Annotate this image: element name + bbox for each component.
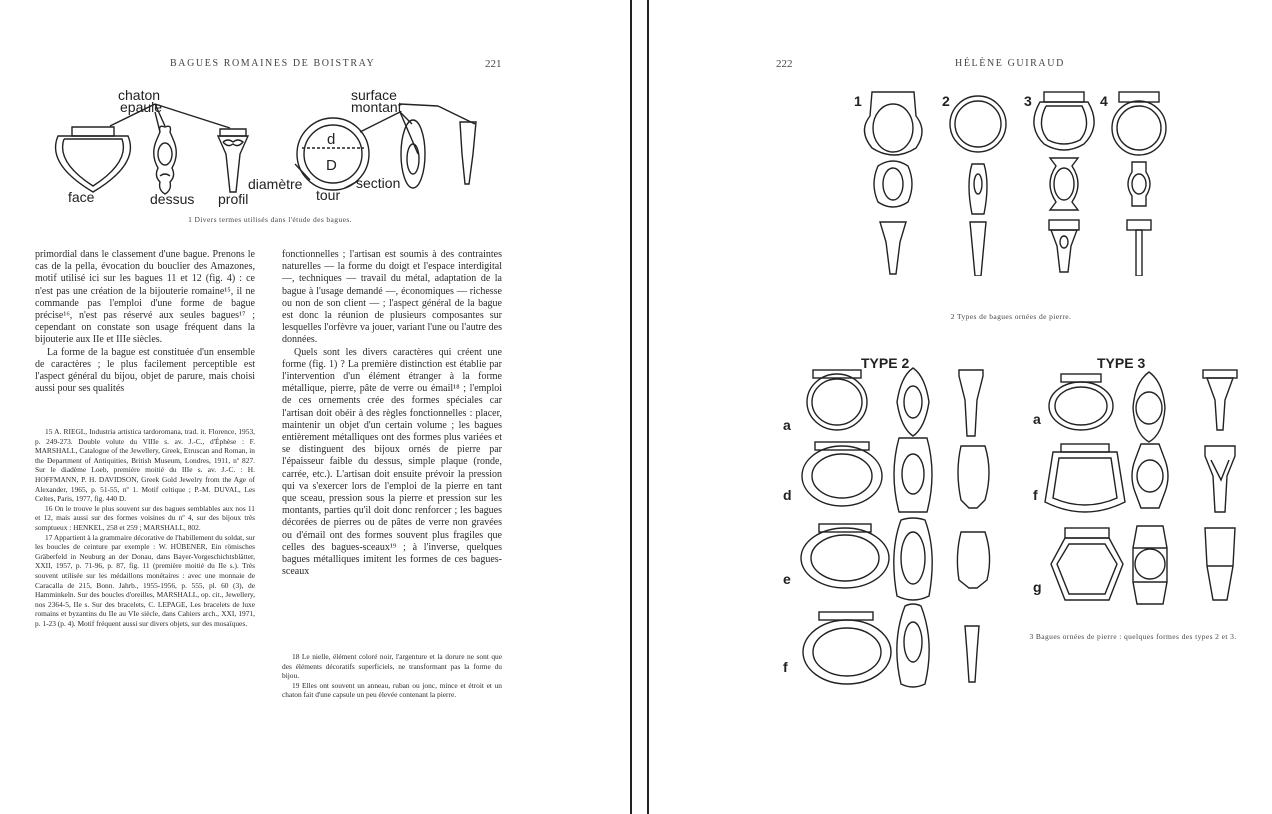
label-dessus: dessus	[150, 191, 195, 207]
page-divider-left	[630, 0, 632, 814]
footnote-15: 15 A. RIEGL, Industria artistica tardoromana, trad. it. Florence, 1953, p. 249-273. Double volute du VIIIe s. av. J.-C., d'Éphèse : F. MARSHALL, Catalogue of the Jewellery, Greek, Etruscan and Roman, in the Department of Antiquities, British Museum, Londres, 1911, nº 827. Sur le diadème Loeb, première moitié du IIIe s. av. J.-C. : H. HOFFMANN, P. H. DAVIDSON, Greek Gold Jewelry from the Age of Alexander, 1965, p. 51-55, nº 1. Motif celtique ; P.-M. DUVAL, Les Celtes, Paris, 1977, fig. 440 D.	[35, 427, 255, 504]
running-head: BAGUES ROMAINES DE BOISTRAY	[170, 58, 376, 69]
label-d: d	[327, 131, 336, 148]
figure-2-caption: 2 Types de bagues ornées de pierre.	[950, 312, 1072, 321]
running-head: HÉLÈNE GUIRAUD	[955, 58, 1065, 69]
footnote-19: 19 Elles ont souvent un anneau, ruban ou jonc, mince et étroit et un chaton fait d'une capsule un peu élevée contenant la pierre.	[282, 680, 502, 700]
row-label: g	[1033, 579, 1042, 595]
figure-1-caption: 1 Divers termes utilisés dans l'étude des bagues.	[188, 215, 352, 224]
type-2-title: TYPE 2	[861, 355, 910, 371]
footnote-17: 17 Appartient à la grammaire décorative de l'habillement du soldat, sur les boucles de ceinture par exemple : W. HÜBENER, Ein römisches Gräberfeld in Neuburg an der Donau, dans Bayer-Vorgeschichtsblätter, XXII, 1957, p. 71-96, p. 87, fig. 11 (première moitié du IIe s.). Très souvent utilisée sur les médaillons monétaires : avec une monnaie de Caracalla de 215, Bonn. Jahrb., 1955-1956, p. 555, pl. 60 (3), de Hamminkeln. Sur des boucles d'oreilles, MARSHALL, op. cit., Jewellery, nos 2364-5, IIe s. Sur des bracelets, C. LEPAGE, Les bracelets de luxe romains et byzantins du IIe au VIe siècle, dans Cahiers arch., XXI, 1971, p. 1-23 (p. 4). Motif fréquent aussi sur divers objets, sur des mosaïques.	[35, 532, 255, 628]
ring-type-number: 1	[854, 93, 862, 109]
label-profil: profil	[218, 191, 249, 207]
row-label: f	[1033, 487, 1038, 503]
row-label: a	[783, 417, 791, 433]
ring-type-number: 3	[1024, 93, 1032, 109]
ring-type-number: 2	[942, 93, 950, 109]
figure-3-ring-forms	[779, 352, 1259, 692]
left-column-2-footnotes	[282, 652, 502, 700]
paragraph: primordial dans le classement d'une bague. Prenons le cas de la pella, évocation du bouclier des Amazones, motif utilisé ici sur les bagues 11 et 12 (fig. 4) : ce n'est pas une création de la bijouterie romaine¹⁵, il ne commande pas l'emploi d'une forme de bague précise¹⁶, n'est pas réservé aux seules bagues¹⁷ ; cependant on constate son usage fréquent dans la bijouterie aux IIe et IIIe siècles.	[35, 249, 255, 346]
left-page	[0, 0, 630, 814]
label-D-diameter: D	[326, 157, 337, 174]
figure-1-ring-terms	[40, 84, 510, 209]
left-column-1-text	[35, 249, 255, 395]
row-label: a	[1033, 411, 1041, 427]
figure-3-caption: 3 Bagues ornées de pierre : quelques formes des types 2 et 3.	[1029, 632, 1237, 641]
label-epaule: epaule	[120, 99, 163, 115]
paragraph: La forme de la bague est constituée d'un ensemble de caractères ; le plus facilement perceptible est l'aspect général du bijou, objet de parure, mais choisi aussi pour ses qualités	[35, 346, 255, 395]
label-chaton: chaton	[118, 87, 161, 103]
row-label: f	[783, 659, 788, 675]
figure-2-ring-types	[844, 86, 1184, 276]
label-surface: surface	[351, 87, 397, 103]
ring-type-number: 4	[1100, 93, 1108, 109]
paragraph: fonctionnelles ; l'artisan est soumis à des contraintes naturelles — la forme du doigt et l'espace interdigital —, techniques — travail du métal, adaptation de la bague à l'usage demandé —, économiques — richesse ou non de son client — ; l'aspect général de la bague est donc la réunion de plusieurs composantes sur lesquelles l'orfèvre va jouer, variant l'une ou l'autre des données.	[282, 249, 502, 346]
left-column-1-footnotes	[35, 427, 255, 628]
row-label: e	[783, 571, 791, 587]
label-montant: montant	[351, 99, 402, 115]
left-column-2-text	[282, 249, 502, 578]
page-number: 222	[776, 58, 793, 70]
label-face: face	[68, 189, 95, 205]
label-section: section	[356, 175, 401, 191]
label-diametre: diamètre	[248, 176, 303, 192]
row-label: d	[783, 487, 792, 503]
page-number: 221	[485, 58, 502, 70]
footnote-18: 18 Le nielle, élément coloré noir, l'argenture et la dorure ne sont que des éléments décoratifs superficiels, ne transformant pas la forme du bijou.	[282, 652, 502, 681]
footnote-16: 16 On le trouve le plus souvent sur des bagues semblables aux nos 11 et 12, mais aussi sur des formes voisines du nº 4, sur des bijoux très somptueux : HENKEL, 258 et 259 ; MARSHALL, 802.	[35, 503, 255, 532]
paragraph: Quels sont les divers caractères qui créent une forme (fig. 1) ? La première distinction est établie par l'intervention d'un élément étranger à la forme métallique, pierre, pâte de verre ou émail¹⁸ ; l'emploi de ces ornements crée des formes spéciales car l'artisan doit obéir à des règles fonctionnelles : placer, maintenir un objet d'un certain volume ; les bagues entièrement métalliques ont des formes plus variées et se distinguent des bijoux ornés de pierre par l'épaisseur faible du dessus, simple plaque (ronde, carrée, etc.). L'artisan doit ensuite prévoir la pression qui va s'exercer lors de l'emploi de la pierre en tant que sceau, pression sous la pierre et pression sur les montants, parties qu'il doit donc renforcer ; les bagues décorées de pierres ou de pâtes de verre non gravées ou d'émail ont des formes souvent plus fragiles que celles des bagues-sceaux¹⁹ ; à l'inverse, quelques bagues métalliques imitent les formes de ces bagues-sceaux	[282, 346, 502, 578]
label-tour: tour	[316, 187, 341, 203]
type-3-title: TYPE 3	[1097, 355, 1146, 371]
right-page	[649, 0, 1272, 814]
